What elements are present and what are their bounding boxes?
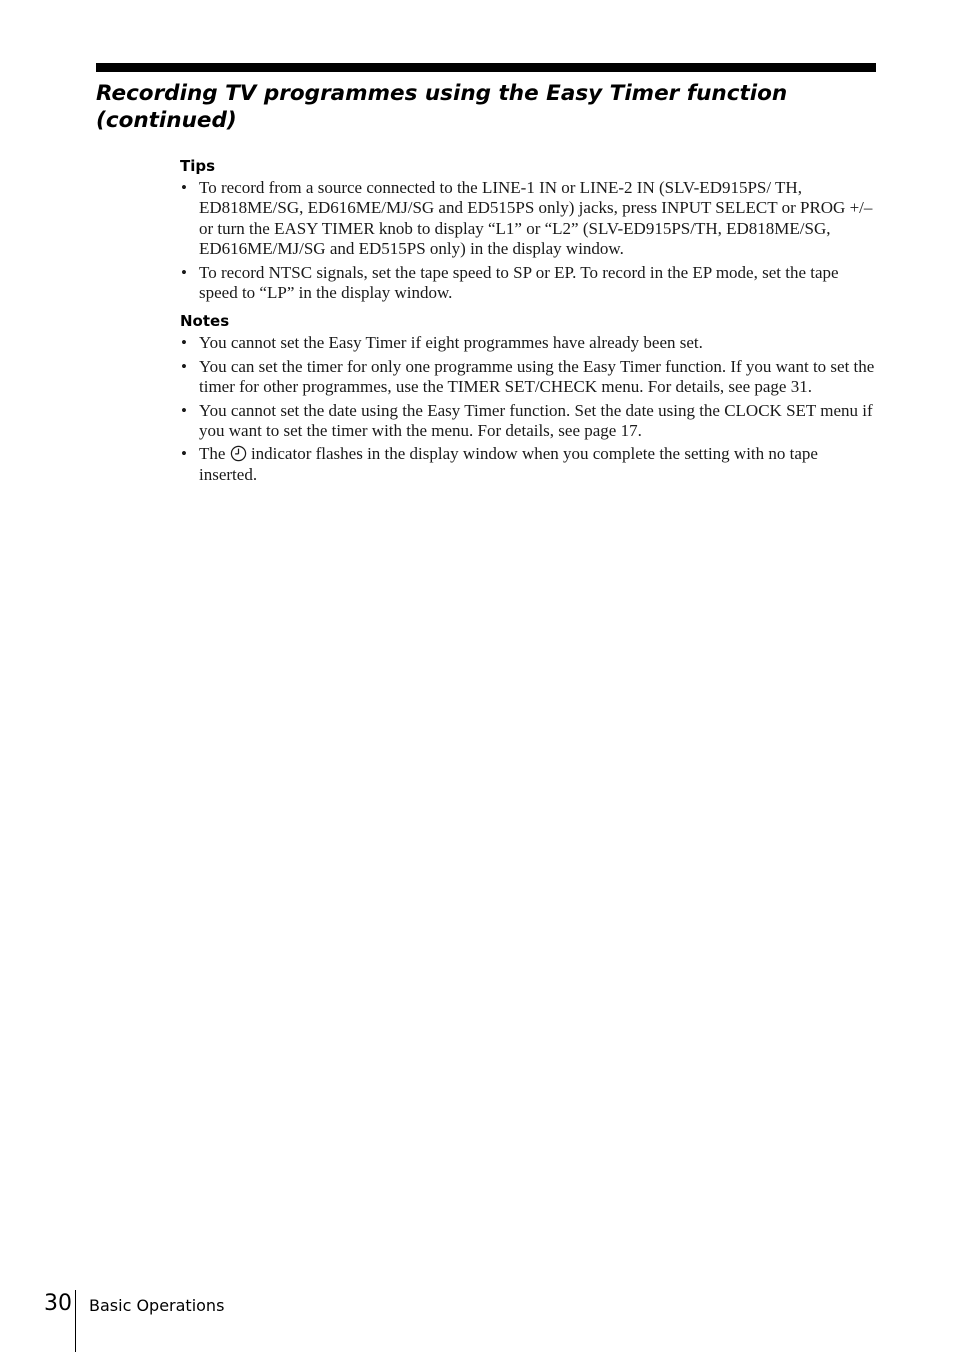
notes-list	[180, 333, 876, 485]
page-number: 30	[44, 1291, 72, 1316]
note-text-after-icon: indicator flashes in the display window when you complete the setting with no tape inserted.	[199, 444, 818, 484]
note-item: • You cannot set the Easy Timer if eight programmes have already been set.	[180, 333, 876, 353]
tips-heading: Tips	[180, 157, 216, 175]
timer-clock-icon	[230, 445, 247, 462]
tip-item: • To record NTSC signals, set the tape speed to SP or EP. To record in the EP mode, set the tape speed to “LP” in the display window.	[180, 263, 876, 304]
tip-item: • To record from a source connected to the LINE-1 IN or LINE-2 IN (SLV-ED915PS/ TH, ED818ME/SG, ED616ME/MJ/SG and ED515PS only) jacks, press INPUT SELECT or PROG +/– or turn the EASY TIMER knob to display “L1” or “L2” (SLV-ED915PS/TH, ED818ME/SG, ED616ME/MJ/SG and ED515PS only) in the display window.	[180, 178, 876, 260]
note-text-before-icon: The	[199, 444, 226, 464]
footer-divider	[75, 1290, 76, 1352]
main-content	[180, 156, 876, 488]
notes-heading: Notes	[180, 312, 230, 331]
footer-section-name: Basic Operations	[89, 1296, 225, 1315]
note-item	[180, 444, 876, 485]
tips-list	[180, 178, 876, 303]
note-item: • You can set the timer for only one programme using the Easy Timer function. If you want to set the timer for other programmes, use the TIMER SET/CHECK menu. For details, see page 31.	[180, 357, 876, 398]
page-title: Recording TV programmes using the Easy Timer function (continued)	[96, 81, 788, 133]
top-rule	[96, 63, 876, 72]
note-item: • You cannot set the date using the Easy Timer function. Set the date using the CLOCK SET menu if you want to set the timer with the menu. For details, see page 17.	[180, 401, 876, 442]
